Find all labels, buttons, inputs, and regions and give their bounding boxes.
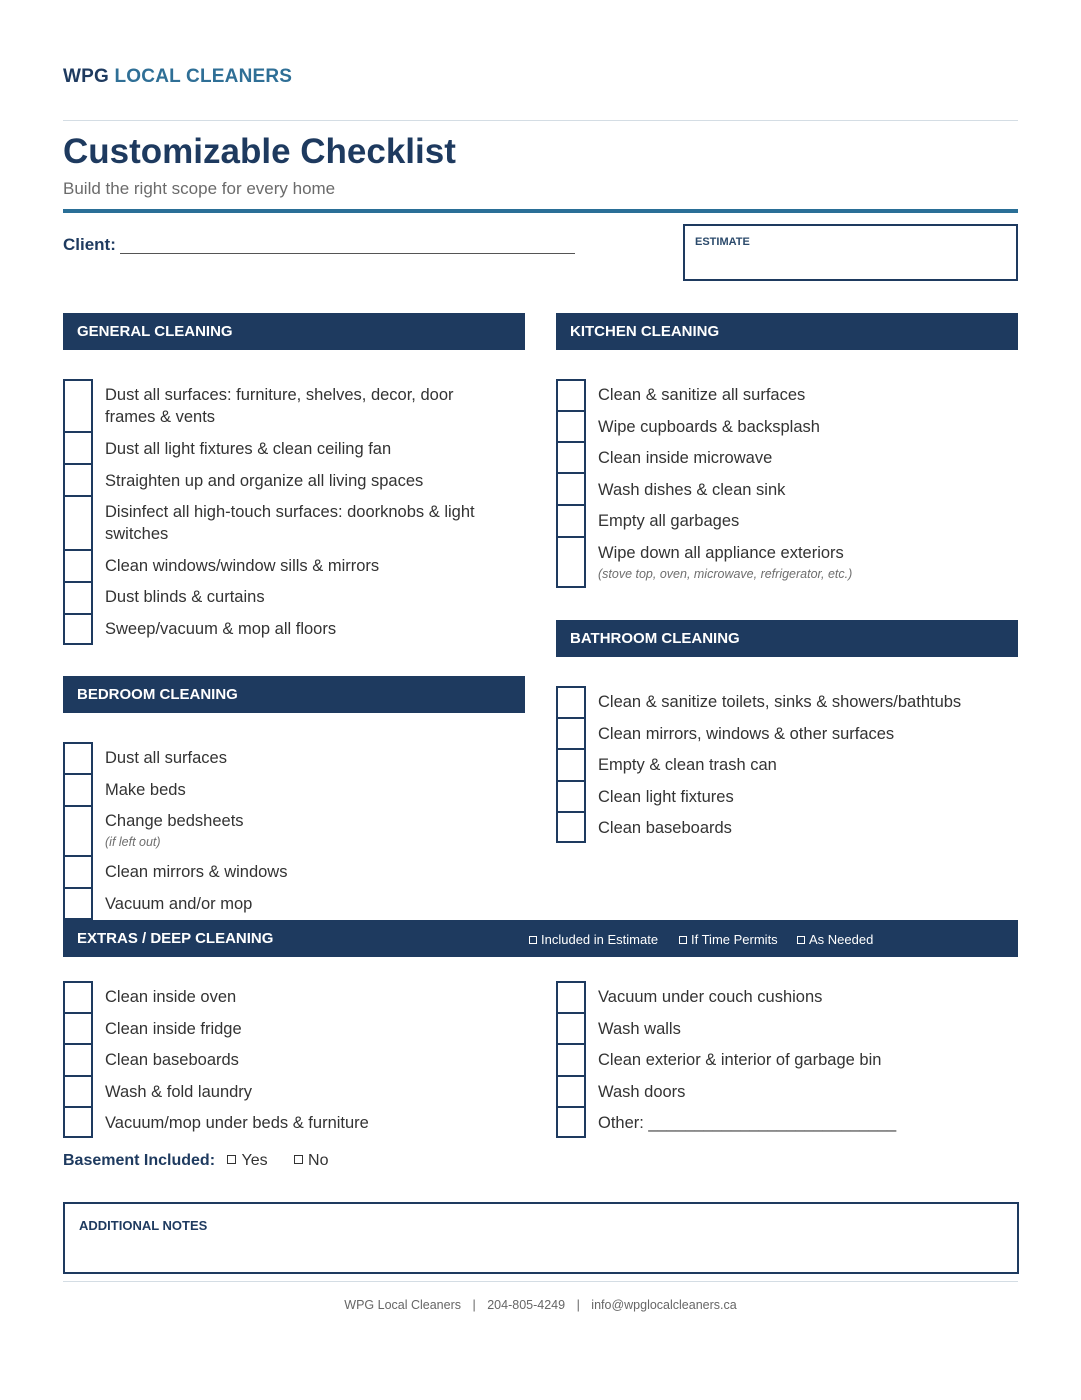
bathroom-cleaning-header: BATHROOM CLEANING [556,620,1018,657]
brand-part2: LOCAL CLEANERS [114,66,293,87]
kitchen-checkbox[interactable] [556,504,586,538]
additional-notes-label: ADDITIONAL NOTES [79,1218,208,1233]
client-input-line[interactable] [120,253,575,254]
kitchen-checkbox[interactable] [556,410,586,443]
bathroom-item: Clean baseboards [598,819,732,837]
extras-checkbox[interactable] [63,1043,93,1077]
brand-part1: WPG [63,66,109,87]
general-checkbox[interactable] [63,495,93,551]
basement-no-label: No [308,1152,329,1169]
extras-other-item: Other: ___________________________ [598,1114,897,1132]
bedroom-item: Clean mirrors & windows [105,863,288,881]
legend-square-icon [797,936,805,944]
legend-as-needed-label: As Needed [809,932,874,947]
extras-item: Wash doors [598,1083,686,1101]
extras-checkbox[interactable] [63,1075,93,1108]
kitchen-checkbox[interactable] [556,379,586,412]
extras-checkbox[interactable] [556,1043,586,1077]
footer [0,1298,1081,1312]
legend-included-label: Included in Estimate [541,932,659,947]
kitchen-item: Empty all garbages [598,512,740,530]
footer-company: WPG Local Cleaners [344,1298,461,1312]
general-item: Dust blinds & curtains [105,588,265,606]
extras-checkbox[interactable] [556,1075,586,1108]
extras-deep-cleaning-header: EXTRAS / DEEP CLEANING [63,920,1018,957]
top-divider [63,120,1018,121]
brand-logo [63,66,292,88]
bedroom-checkbox[interactable] [63,805,93,857]
yes-checkbox-icon[interactable] [227,1155,236,1164]
footer-separator: | [472,1298,476,1312]
extras-item: Wash walls [598,1020,681,1038]
bedroom-checkbox[interactable] [63,773,93,807]
general-item: Dust all light fixtures & clean ceiling fan [105,440,392,458]
bathroom-item: Clean light fixtures [598,788,734,806]
general-cleaning-header: GENERAL CLEANING [63,313,525,350]
kitchen-cleaning-header: KITCHEN CLEANING [556,313,1018,350]
bedroom-checkbox[interactable] [63,887,93,920]
basement-yes-label: Yes [241,1152,268,1169]
extras-checkbox[interactable] [556,1106,586,1138]
estimate-label: ESTIMATE [695,236,750,248]
kitchen-item: Clean & sanitize all surfaces [598,386,806,404]
footer-phone: 204-805-4249 [487,1298,566,1312]
extras-checkbox[interactable] [556,981,586,1014]
extras-item: Clean inside oven [105,988,237,1006]
kitchen-item: Wipe down all appliance exteriors [598,544,844,562]
kitchen-checkbox[interactable] [556,536,586,588]
general-checkbox[interactable] [63,549,93,583]
general-item: Disinfect all high-touch surfaces: doorknobs & light switches [105,503,475,543]
bathroom-checkbox[interactable] [556,686,586,719]
general-checkbox[interactable] [63,463,93,497]
page-title: Customizable Checklist [63,132,456,171]
legend-square-icon [529,936,537,944]
general-checkbox[interactable] [63,431,93,465]
basement-label: Basement Included: [63,1152,216,1169]
bedroom-item: Vacuum and/or mop [105,895,253,913]
kitchen-checkbox[interactable] [556,441,586,474]
general-item: Dust all surfaces: furniture, shelves, decor, door frames & vents [105,386,454,426]
bedroom-checkbox[interactable] [63,742,93,775]
general-checkbox[interactable] [63,613,93,645]
extras-checkbox[interactable] [63,1012,93,1045]
estimate-box[interactable] [683,224,1018,281]
general-checkbox[interactable] [63,581,93,615]
legend-included [529,932,658,947]
page-subtitle: Build the right scope for every home [63,179,336,198]
footer-email[interactable]: info@wpglocalcleaners.ca [591,1298,737,1312]
legend-square-icon [679,936,687,944]
bathroom-item: Clean mirrors, windows & other surfaces [598,725,895,743]
kitchen-checkbox[interactable] [556,472,586,506]
extras-checkbox[interactable] [63,1106,93,1138]
general-item: Clean windows/window sills & mirrors [105,557,380,575]
extras-item: Clean baseboards [105,1051,239,1069]
bathroom-checkbox[interactable] [556,717,586,750]
bedsheet-note: (if left out) [105,835,161,849]
kitchen-item: Wash dishes & clean sink [598,481,786,499]
bedroom-item: Make beds [105,781,186,799]
bedroom-item: Dust all surfaces [105,749,227,767]
kitchen-item: Wipe cupboards & backsplash [598,418,820,436]
bathroom-item: Empty & clean trash can [598,756,777,774]
bathroom-checkbox[interactable] [556,811,586,843]
legend-time-permits [679,932,778,947]
footer-separator: | [576,1298,580,1312]
extras-item: Wash & fold laundry [105,1083,253,1101]
no-checkbox-icon[interactable] [294,1155,303,1164]
basement-no-option[interactable] [294,1152,328,1169]
bathroom-item: Clean & sanitize toilets, sinks & showers/bathtubs [598,693,962,711]
footer-divider [63,1281,1018,1282]
appliance-note: (stove top, oven, microwave, refrigerator, etc.) [598,567,853,581]
bathroom-checkbox[interactable] [556,780,586,813]
legend-as-needed [797,932,873,947]
kitchen-item: Clean inside microwave [598,449,773,467]
additional-notes-box[interactable] [63,1202,1019,1274]
extras-item: Vacuum/mop under beds & furniture [105,1114,369,1132]
bedroom-item: Change bedsheets [105,812,244,830]
client-label: Client: [63,235,116,254]
basement-included-row [63,1152,329,1170]
bedroom-checkbox[interactable] [63,855,93,889]
extras-checkbox[interactable] [63,981,93,1014]
extras-item: Vacuum under couch cushions [598,988,823,1006]
bedroom-cleaning-header: BEDROOM CLEANING [63,676,525,713]
general-checkbox[interactable] [63,379,93,433]
legend-time-permits-label: If Time Permits [691,932,778,947]
extras-item: Clean inside fridge [105,1020,242,1038]
basement-yes-option[interactable] [227,1152,267,1169]
extras-checkbox[interactable] [556,1012,586,1045]
general-item: Straighten up and organize all living spaces [105,472,424,490]
bathroom-checkbox[interactable] [556,748,586,782]
extras-item: Clean exterior & interior of garbage bin [598,1051,882,1069]
general-item: Sweep/vacuum & mop all floors [105,620,337,638]
title-divider [63,209,1018,213]
